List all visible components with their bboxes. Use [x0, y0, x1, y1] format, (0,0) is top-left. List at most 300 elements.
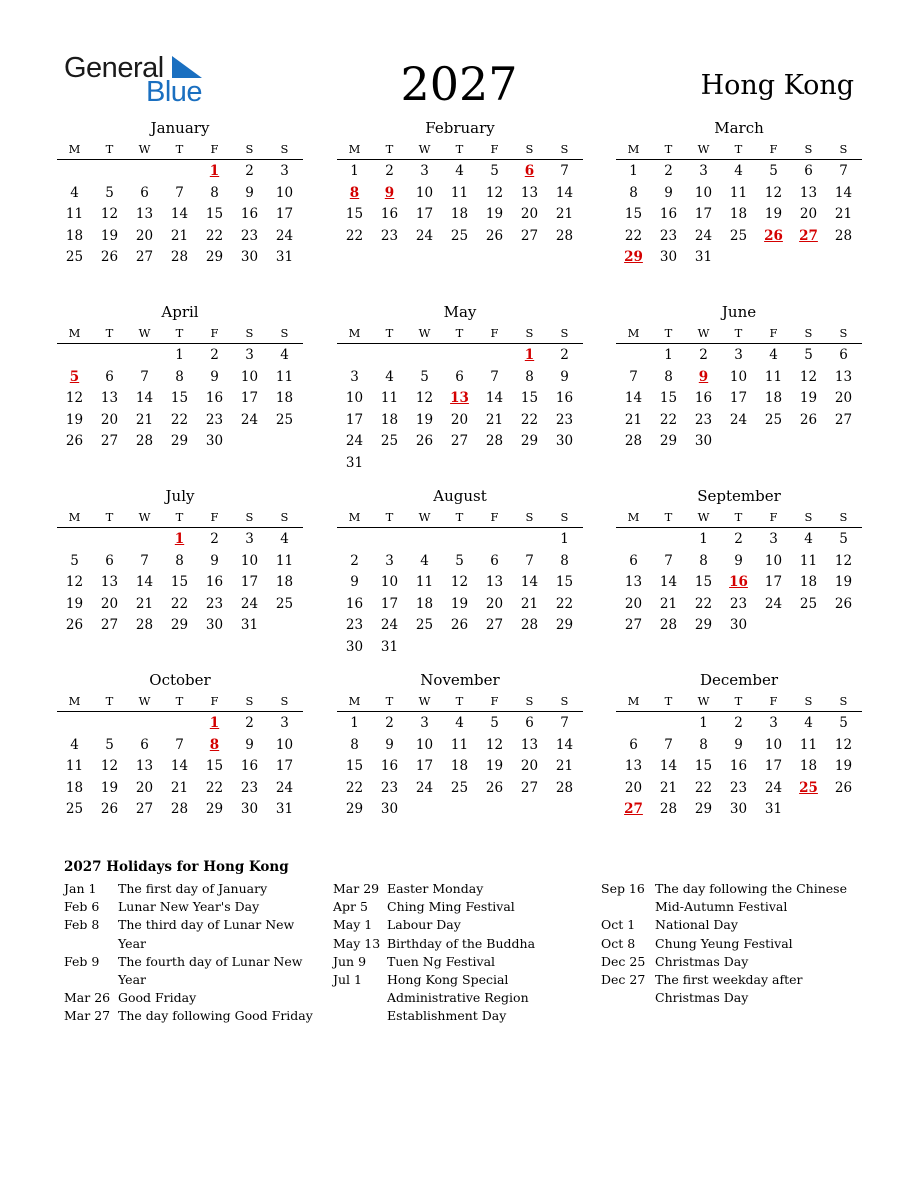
holiday-date-label: May 1: [333, 917, 373, 933]
weekday-label: F: [490, 325, 499, 340]
day-cell: 23: [555, 411, 574, 428]
holiday-date-label: Feb 6: [64, 899, 100, 915]
weekday-label: T: [734, 141, 743, 156]
day-cell: 16: [345, 595, 364, 612]
day-cell: 9: [245, 184, 254, 201]
day-cell: 21: [659, 595, 678, 612]
day-cell: 11: [799, 736, 818, 753]
day-cell: 5: [804, 347, 813, 363]
holiday-date-label: Mar 29: [333, 881, 380, 896]
day-cell: 31: [764, 801, 783, 818]
weekday-label: S: [560, 141, 569, 156]
day-cell: 4: [804, 715, 813, 731]
weekday-label: S: [839, 509, 848, 524]
day-cell: 6: [804, 163, 813, 179]
empty-cell: [407, 345, 442, 367]
weekday-label: T: [385, 141, 394, 156]
day-cell: 14: [555, 184, 574, 201]
weekday-label: T: [105, 693, 114, 708]
day-cell: 27: [135, 249, 154, 266]
day-cell: 27: [100, 617, 119, 634]
month-name: July: [165, 487, 195, 505]
day-cell: 2: [664, 163, 673, 179]
day-cell: 10: [380, 574, 399, 591]
day-cell: 7: [140, 368, 149, 385]
day-cell: 26: [834, 595, 853, 612]
day-cell: 16: [205, 574, 224, 591]
day-cell: 7: [839, 163, 848, 179]
day-cell: 3: [245, 347, 254, 363]
day-cell: 10: [729, 368, 748, 385]
empty-cell: [92, 713, 127, 735]
weekday-label: M: [348, 141, 361, 156]
day-cell: 27: [100, 433, 119, 450]
day-cell: 23: [694, 411, 713, 428]
weekday-label: M: [68, 141, 81, 156]
day-cell: 1: [629, 163, 638, 179]
day-cell: 5: [839, 715, 848, 731]
day-cell: 22: [520, 411, 539, 428]
holiday-name: The first weekday after Christmas Day: [655, 972, 803, 1006]
day-cell: 5: [839, 531, 848, 547]
day-cell: 3: [280, 715, 289, 731]
month-april: [57, 302, 303, 453]
day-cell: 2: [245, 715, 254, 731]
day-cell: 25: [380, 433, 399, 450]
day-cell: 2: [350, 552, 359, 569]
empty-cell: [442, 345, 477, 367]
day-cell: 4: [280, 531, 289, 547]
day-cell: 24: [729, 411, 748, 428]
day-cell: 3: [280, 163, 289, 179]
day-cell: 7: [560, 163, 569, 179]
day-cell: 6: [525, 715, 534, 731]
weekday-label: M: [348, 325, 361, 340]
weekday-header: [57, 690, 303, 712]
day-cell: 29: [205, 801, 224, 818]
day-cell: 7: [175, 736, 184, 753]
empty-cell: [127, 345, 162, 367]
weekday-label: S: [560, 325, 569, 340]
holiday-entry: [64, 916, 326, 952]
day-cell: 15: [170, 574, 189, 591]
day-cell: 19: [100, 779, 119, 796]
day-cell: 8: [175, 552, 184, 569]
month-name: February: [425, 119, 495, 137]
day-cell: 26: [65, 617, 84, 634]
day-cell: 18: [799, 574, 818, 591]
day-cell: 15: [694, 758, 713, 775]
holiday-entry: [64, 898, 326, 916]
holiday-date-label: Jan 1: [64, 881, 97, 896]
month-august: [337, 486, 583, 659]
month-name: August: [433, 487, 487, 505]
day-cell: 13: [520, 184, 539, 201]
holiday-name: Ching Ming Festival: [387, 899, 515, 915]
day-cell: 17: [275, 758, 294, 775]
weekday-label: W: [697, 325, 710, 340]
weekday-label: M: [627, 693, 640, 708]
day-cell: 20: [520, 206, 539, 223]
day-cell: 11: [415, 574, 434, 591]
holiday-name: Birthday of the Buddha: [387, 935, 536, 951]
holiday-date: 1: [209, 715, 220, 731]
day-cell: 1: [699, 715, 708, 731]
day-grid: [616, 529, 862, 637]
holiday-entry: [601, 880, 861, 916]
month-name: April: [161, 303, 199, 321]
day-cell: 19: [485, 206, 504, 223]
weekday-label: T: [455, 693, 464, 708]
day-cell: 14: [659, 574, 678, 591]
day-cell: 14: [135, 574, 154, 591]
month-name: May: [443, 303, 477, 321]
weekday-label: S: [560, 509, 569, 524]
day-cell: 13: [100, 390, 119, 407]
day-cell: 22: [659, 411, 678, 428]
holiday-entry: [333, 916, 595, 934]
weekday-label: T: [175, 693, 184, 708]
day-cell: 15: [205, 206, 224, 223]
empty-cell: [372, 529, 407, 551]
day-cell: 22: [205, 227, 224, 244]
day-cell: 15: [205, 758, 224, 775]
day-cell: 29: [694, 801, 713, 818]
day-cell: 10: [764, 552, 783, 569]
month-september: [616, 486, 862, 637]
holiday-date-label: May 13: [333, 935, 381, 951]
day-cell: 28: [834, 227, 853, 244]
day-cell: 26: [415, 433, 434, 450]
day-cell: 17: [380, 595, 399, 612]
day-cell: 30: [694, 433, 713, 450]
day-cell: 17: [415, 758, 434, 775]
day-cell: 21: [834, 206, 853, 223]
day-cell: 14: [170, 206, 189, 223]
day-cell: 22: [694, 779, 713, 796]
weekday-label: W: [418, 141, 431, 156]
day-cell: 16: [555, 390, 574, 407]
day-cell: 21: [555, 206, 574, 223]
weekday-label: F: [769, 141, 778, 156]
day-cell: 19: [834, 574, 853, 591]
day-cell: 18: [65, 227, 84, 244]
day-cell: 8: [210, 184, 219, 201]
day-cell: 5: [105, 736, 114, 753]
month-name: January: [150, 119, 210, 137]
day-cell: 2: [210, 347, 219, 363]
day-cell: 10: [415, 736, 434, 753]
day-cell: 3: [734, 347, 743, 363]
holiday-date: 13: [450, 390, 469, 407]
month-february: [337, 118, 583, 247]
weekday-label: M: [627, 325, 640, 340]
day-cell: 21: [135, 595, 154, 612]
weekday-label: W: [697, 509, 710, 524]
day-cell: 8: [560, 552, 569, 569]
day-cell: 14: [555, 736, 574, 753]
day-cell: 14: [520, 574, 539, 591]
day-cell: 28: [135, 433, 154, 450]
day-cell: 12: [834, 736, 853, 753]
day-cell: 15: [555, 574, 574, 591]
day-cell: 19: [799, 390, 818, 407]
day-cell: 27: [624, 617, 643, 634]
day-cell: 5: [420, 368, 429, 385]
day-cell: 11: [275, 552, 294, 569]
holiday-name: Easter Monday: [387, 881, 484, 896]
weekday-label: F: [769, 325, 778, 340]
month-name: September: [697, 487, 781, 505]
month-name: October: [149, 671, 211, 689]
holiday-date: 16: [729, 574, 748, 591]
day-cell: 31: [275, 249, 294, 266]
weekday-label: F: [490, 141, 499, 156]
day-cell: 9: [734, 552, 743, 569]
day-cell: 17: [694, 206, 713, 223]
day-cell: 16: [205, 390, 224, 407]
day-cell: 11: [450, 736, 469, 753]
day-cell: 11: [65, 758, 84, 775]
day-cell: 4: [804, 531, 813, 547]
weekday-label: W: [697, 141, 710, 156]
day-cell: 19: [100, 227, 119, 244]
day-cell: 18: [450, 758, 469, 775]
day-cell: 25: [450, 227, 469, 244]
day-cell: 30: [345, 638, 364, 655]
day-cell: 25: [65, 249, 84, 266]
month-march: [616, 118, 862, 269]
day-cell: 12: [764, 184, 783, 201]
day-cell: 22: [694, 595, 713, 612]
day-cell: 3: [699, 163, 708, 179]
day-cell: 23: [380, 227, 399, 244]
empty-cell: [337, 345, 372, 367]
day-cell: 1: [175, 347, 184, 363]
day-cell: 24: [415, 227, 434, 244]
day-cell: 2: [560, 347, 569, 363]
day-cell: 29: [345, 801, 364, 818]
day-grid: [337, 713, 583, 821]
weekday-label: T: [664, 141, 673, 156]
day-cell: 15: [520, 390, 539, 407]
day-cell: 19: [450, 595, 469, 612]
day-cell: 21: [659, 779, 678, 796]
day-cell: 11: [450, 184, 469, 201]
holidays-title: 2027 Holidays for Hong Kong: [64, 859, 289, 875]
day-cell: 29: [659, 433, 678, 450]
weekday-label: T: [175, 509, 184, 524]
day-cell: 5: [490, 715, 499, 731]
holiday-name: Good Friday: [118, 990, 197, 1006]
day-cell: 8: [699, 736, 708, 753]
holiday-date: 1: [209, 163, 220, 179]
weekday-header: [616, 322, 862, 344]
day-cell: 4: [70, 736, 79, 753]
day-cell: 2: [699, 347, 708, 363]
empty-cell: [616, 713, 651, 735]
weekday-label: W: [138, 509, 151, 524]
empty-cell: [127, 713, 162, 735]
day-cell: 3: [420, 715, 429, 731]
day-grid: [57, 161, 303, 269]
day-cell: 12: [834, 552, 853, 569]
day-cell: 20: [624, 779, 643, 796]
weekday-label: M: [348, 509, 361, 524]
calendar-year: 2027: [400, 57, 518, 111]
day-cell: 20: [520, 758, 539, 775]
day-cell: 24: [240, 595, 259, 612]
holiday-name: The fourth day of Lunar New Year: [118, 953, 303, 988]
day-cell: 18: [799, 758, 818, 775]
empty-cell: [127, 161, 162, 183]
weekday-label: F: [490, 693, 499, 708]
weekday-label: S: [245, 693, 254, 708]
weekday-label: T: [664, 325, 673, 340]
day-cell: 3: [769, 715, 778, 731]
day-cell: 4: [70, 184, 79, 201]
day-cell: 13: [135, 758, 154, 775]
weekday-label: W: [138, 141, 151, 156]
day-cell: 12: [415, 390, 434, 407]
day-cell: 25: [764, 411, 783, 428]
day-cell: 28: [170, 249, 189, 266]
weekday-label: T: [385, 693, 394, 708]
day-cell: 23: [729, 595, 748, 612]
holiday-date: 5: [69, 368, 80, 385]
day-cell: 20: [100, 595, 119, 612]
day-cell: 29: [520, 433, 539, 450]
day-cell: 26: [485, 227, 504, 244]
weekday-header: [57, 322, 303, 344]
day-cell: 17: [764, 574, 783, 591]
empty-cell: [651, 529, 686, 551]
day-cell: 18: [275, 390, 294, 407]
day-cell: 20: [624, 595, 643, 612]
day-cell: 19: [485, 758, 504, 775]
weekday-label: T: [105, 325, 114, 340]
empty-cell: [92, 161, 127, 183]
holiday-date: 27: [624, 801, 643, 818]
holiday-date-label: Dec 25: [601, 953, 646, 969]
day-grid: [57, 529, 303, 637]
holiday-name: Chung Yeung Festival: [655, 935, 793, 951]
day-grid: [616, 345, 862, 453]
weekday-header: [616, 138, 862, 160]
day-cell: 21: [170, 779, 189, 796]
weekday-header: [337, 138, 583, 160]
holiday-entry: [601, 916, 861, 934]
day-cell: 7: [490, 368, 499, 385]
day-cell: 22: [205, 779, 224, 796]
day-cell: 29: [555, 617, 574, 634]
day-cell: 30: [729, 801, 748, 818]
weekday-label: T: [455, 509, 464, 524]
day-cell: 25: [415, 617, 434, 634]
weekday-header: [337, 322, 583, 344]
holiday-entry: [64, 989, 326, 1007]
day-cell: 18: [415, 595, 434, 612]
day-cell: 17: [729, 390, 748, 407]
holiday-entry: [333, 880, 595, 898]
holiday-column: [601, 880, 861, 1007]
day-cell: 25: [65, 801, 84, 818]
day-cell: 21: [555, 758, 574, 775]
day-cell: 28: [555, 779, 574, 796]
holiday-name: Labour Day: [387, 917, 461, 933]
day-cell: 24: [275, 779, 294, 796]
weekday-label: F: [210, 141, 219, 156]
weekday-label: W: [697, 693, 710, 708]
empty-cell: [512, 529, 547, 551]
day-cell: 4: [769, 347, 778, 363]
weekday-label: S: [245, 509, 254, 524]
day-cell: 20: [135, 779, 154, 796]
day-cell: 27: [135, 801, 154, 818]
day-cell: 30: [240, 801, 259, 818]
holiday-entry: [333, 971, 595, 1026]
day-cell: 13: [100, 574, 119, 591]
day-cell: 24: [380, 617, 399, 634]
day-cell: 20: [450, 411, 469, 428]
month-name: June: [721, 303, 757, 321]
day-cell: 31: [345, 454, 364, 471]
weekday-label: T: [664, 693, 673, 708]
weekday-label: M: [68, 693, 81, 708]
day-grid: [616, 161, 862, 269]
day-cell: 30: [380, 801, 399, 818]
day-cell: 12: [65, 574, 84, 591]
empty-cell: [442, 529, 477, 551]
month-name: December: [699, 671, 779, 689]
holiday-name: Tuen Ng Festival: [387, 953, 496, 969]
day-cell: 6: [629, 552, 638, 569]
weekday-header: [337, 506, 583, 528]
holiday-date: 1: [524, 347, 535, 363]
day-cell: 18: [275, 574, 294, 591]
day-cell: 25: [450, 779, 469, 796]
day-cell: 8: [525, 368, 534, 385]
day-cell: 6: [629, 736, 638, 753]
day-cell: 29: [170, 617, 189, 634]
weekday-label: S: [280, 141, 289, 156]
weekday-label: T: [105, 509, 114, 524]
empty-cell: [162, 161, 197, 183]
day-cell: 13: [485, 574, 504, 591]
day-cell: 17: [240, 390, 259, 407]
day-cell: 19: [65, 411, 84, 428]
weekday-label: W: [418, 325, 431, 340]
day-cell: 10: [694, 184, 713, 201]
day-cell: 30: [729, 617, 748, 634]
empty-cell: [477, 529, 512, 551]
empty-cell: [651, 713, 686, 735]
day-cell: 10: [345, 390, 364, 407]
holiday-entry: [601, 971, 861, 1007]
weekday-label: S: [804, 325, 813, 340]
day-cell: 18: [764, 390, 783, 407]
month-october: [57, 670, 303, 821]
day-cell: 3: [385, 552, 394, 569]
weekday-label: S: [839, 325, 848, 340]
empty-cell: [616, 529, 651, 551]
month-july: [57, 486, 303, 637]
month-january: [57, 118, 303, 269]
day-cell: 5: [105, 184, 114, 201]
day-grid: [337, 161, 583, 247]
day-cell: 29: [170, 433, 189, 450]
day-grid: [57, 345, 303, 453]
